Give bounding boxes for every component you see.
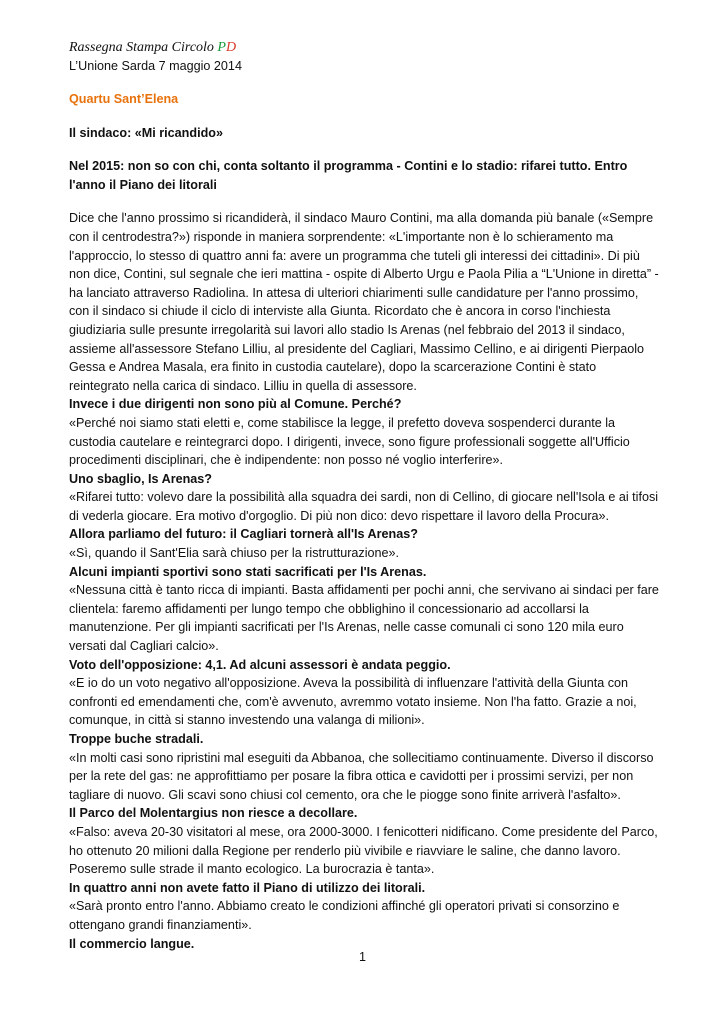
press-review-header [69,39,659,57]
answer: «Falso: aveva 20-30 visitatori al mese, ora 2000-3000. I fenicotteri nidificano. Come presidente del Parco, ho ottenuto 20 milioni dalla Regione per renderlo più vivibile e riavviare le saline, che danno lavoro. Poseremo sulle strade il manto ecologico. La burocrazia è tanta». [69,824,658,877]
answer: «Perché noi siamo stati eletti e, come stabilisce la legge, il prefetto doveva sospenderci durante la custodia cautelare e reintegrarci dopo. I dirigenti, invece, sono figure professionali soggette all'Ufficio procedimenti disciplinari, che è indipendente: non posso né voglio interferire». [69,415,630,468]
interview-qa [69,395,659,953]
article-subtitle: Nel 2015: non so con chi, conta soltanto il programma - Contini e lo stadio: rifarei tutto. Entro l'anno il Piano dei litorali [69,159,628,192]
brand-letter-d: D [225,40,237,55]
question: In quattro anni non avete fatto il Piano di utilizzo dei litorali. [69,880,426,895]
article-intro: Dice che l'anno prossimo si ricandiderà, il sindaco Mauro Contini, ma alla domanda più banale («Sempre con il centrodestra?») risponde in maniera sorprendente: «L'importante non è lo schieramento ma l'approccio, lo stesso di quattro anni fa: avere un programma che tuteli gli interessi dei cittadini». Di più non dice, Contini, sul segnale che ieri mattina - ospite di Alberto Urgu e Paola Pilia a “L'Unione in diretta” - ha lanciato attraverso Radiolina. In attesa di ulteriori chiarimenti sulle candidature per l'anno prossimo, con il sindaco si chiude il ciclo di interviste alla Giunta. Ricordato che è ancora in corso l'inchiesta giudiziaria sulle presunte irregolarità sui lavori allo stadio Is Arenas (nel febbraio del 2013 il sindaco, assieme all'assessore Stefano Lilliu, al presidente del Cagliari, Massimo Cellino, e ai dirigenti Pierpaolo Gessa e Andrea Masala, era finito in custodia cautelare), dopo la scarcerazione Contini è stato reintegrato nella carica di sindaco. Lilliu in quella di assessore. [69,211,659,393]
question: Uno sbaglio, Is Arenas? [69,471,212,486]
question: Troppe buche stradali. [69,732,204,746]
question: Voto dell'opposizione: 4,1. Ad alcuni assessori è andata peggio. [69,657,451,672]
answer: «Rifarei tutto: volevo dare la possibilità alla squadra dei sardi, non di Cellino, di giocare nell'Isola e ai tifosi di vederla giocare. Era motivo d'orgoglio. Di più non dico: devo rispettare il lavoro della Procura». [69,490,659,523]
page-number: 1 [358,950,366,964]
question: Il commercio langue. [69,936,195,951]
question: Allora parliamo del futuro: il Cagliari tornerà all'Is Arenas? [69,527,418,542]
section-heading: Quartu Sant’Elena [69,92,179,106]
answer: «Sì, quando il Sant'Elia sarà chiuso per la ristrutturazione». [69,546,400,561]
brand-prefix: Rassegna Stampa Circolo [69,40,218,55]
question: Il Parco del Molentargius non riesce a decollare. [69,806,358,821]
answer: «E io do un voto negativo all'opposizione. Aveva la possibilità di influenzare l'attività della Giunta con confronti ed emendamenti che, com'è avvenuto, avremmo votato insieme. Non l'ha fatto. Grazie a noi, comunque, in città si stanno investendo una valanga di milioni». [69,676,637,728]
brand-letter-p: P [217,40,226,55]
source-line: L’Unione Sarda 7 maggio 2014 [69,59,242,73]
page-content [69,39,659,953]
answer: «In molti casi sono ripristini mal eseguiti da Abbanoa, che sollecitiamo continuamente. Diverso il discorso per la rete del gas: ne approfittiamo per posare la fibra ottica e cavidotti per i prossimi servizi, per non tagliare di nuovo. Gli scavi sono chiusi col cemento, ora che le piogge sono finite arriverà l'asfalto». [69,750,654,802]
article-title: Il sindaco: «Mi ricandido» [69,125,223,140]
question: Invece i due dirigenti non sono più al Comune. Perché? [69,397,402,412]
answer: «Nessuna città è tanto ricca di impianti. Basta affidamenti per pochi anni, che servivano ai sindaci per fare clientela: faremo affidamenti per lungo tempo che obblighino il concessionario ad accollarsi la manutenzione. Per gli impianti sacrificati per l'Is Arenas, nelle casse comunali ci sono 120 mila euro versati dal Cagliari calcio». [69,583,659,654]
answer: «Sarà pronto entro l'anno. Abbiamo creato le condizioni affinché gli operatori privati si consorzino e ottengano grandi finanziamenti». [69,899,620,932]
question: Alcuni impianti sportivi sono stati sacrificati per l'Is Arenas. [69,564,427,579]
